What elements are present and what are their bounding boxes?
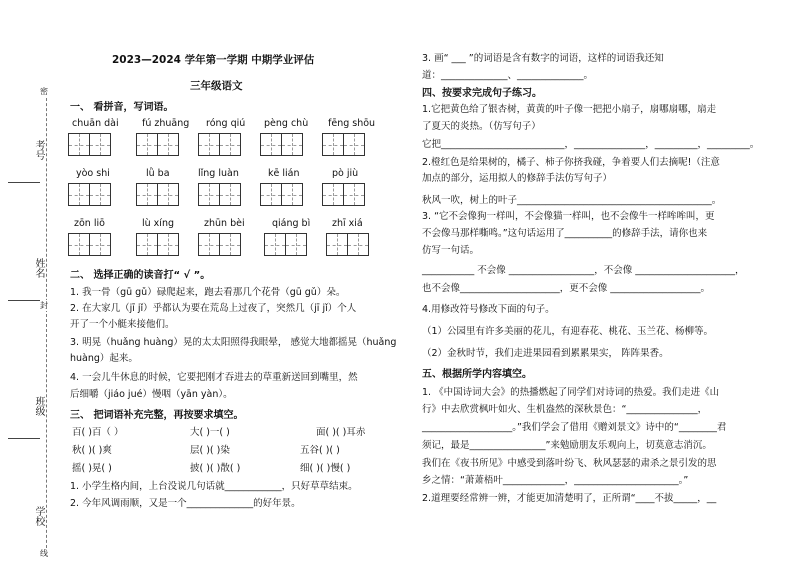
s5-1-line6[interactable]: 乡之情：“萧萧梧叶_____________，______________________。” [422,475,689,486]
pinyin-lingluan: lǐng luàn [198,168,239,179]
writing-boxes-row2[interactable] [198,183,240,206]
idiom-blank[interactable]: 面( )( )耳赤 [316,427,366,438]
name-line [8,300,40,301]
char-box[interactable] [260,133,282,156]
writing-boxes-row3[interactable] [326,233,368,256]
pinyin-pengchu: pèng chù [264,118,309,129]
pinyin-zhunbei: zhūn bèi [204,218,245,229]
char-box[interactable] [264,233,286,256]
pinyin-yaoshi: yòo shi [76,168,110,179]
char-box[interactable] [219,233,241,256]
binding-line [46,88,47,558]
char-box[interactable] [136,183,158,206]
pinyin-chuandai: chuān dài [72,118,119,129]
writing-boxes-row1[interactable] [322,133,364,156]
pinyin-kelian: kē lián [268,168,300,179]
writing-boxes-row1[interactable] [68,133,110,156]
char-box[interactable] [198,183,220,206]
char-box[interactable] [281,133,303,156]
pinyin-pojiu: pò jiù [332,168,359,179]
s5-1-line4[interactable]: 须记，最是________________”来勉励朋友乐观向上，切莫意志消沉。 [422,440,712,451]
student-id-label: 考号 [33,140,44,160]
q3-line1: 3. 画“ ___ ”的词语是含有数字的词语，这样的词语我还知 [422,53,664,64]
char-box[interactable] [322,183,344,206]
char-box[interactable] [68,133,90,156]
section2-line: 2. 在大家几（jī jǐ）乎都认为要在荒岛上过夜了，突然几（jī jǐ）个人 [70,303,357,314]
idiom-blank[interactable]: 披( )( )散( ) [190,463,241,474]
pinyin-zhixia: zhī xiá [332,218,363,229]
char-box[interactable] [157,133,179,156]
exam-title: 2023—2024 学年第一学期 中期学业评估 [112,54,315,66]
s5-1-line5: 我们在《夜书所见》中感受到落叶纷飞、秋风瑟瑟的肃杀之景引发的思 [422,458,717,469]
s4-4-heading: 4.用修改符号修改下面的句子。 [422,304,555,315]
s4-2-line1: 2.橙红色是给果树的，橘子、柿子你挤我碰，争着要人们去摘呢!（注意 [422,157,720,168]
name-label: 姓名 [33,258,44,278]
char-box[interactable] [347,233,369,256]
pinyin-qiangbi: qiáng bì [272,218,311,229]
char-box[interactable] [285,233,307,256]
writing-boxes-row3[interactable] [198,233,240,256]
idiom-blank[interactable]: 百( )百（ ） [72,427,124,438]
char-box[interactable] [326,233,348,256]
s4-2-answer[interactable]: 秋风一吹，树上的叶子_________________________________________。 [422,195,722,206]
char-box[interactable] [89,183,111,206]
writing-boxes-row3[interactable] [68,233,110,256]
section2-line: 4. 一会儿牛休息的时候，它要把刚才吞进去的草重新送回到嘴里，然 [70,372,358,383]
char-box[interactable] [68,183,90,206]
s4-3-line2[interactable]: 不会像马那样嘶鸣。”这句话运用了__________的修辞手法，请你也来 [422,228,708,239]
char-box[interactable] [198,233,220,256]
pinyin-rongqiu: róng qiú [206,118,246,129]
section2-line: 开了一个小艇来接他们。 [70,319,175,330]
section3-q2[interactable]: 2. 今年风调雨顺，又是一个______________的好年景。 [70,498,301,509]
school-label: 学校 [33,506,44,526]
idiom-blank[interactable]: 层( )( )染 [190,445,230,456]
char-box[interactable] [89,133,111,156]
s4-3-line3: 仿写一句话。 [422,245,480,256]
writing-boxes-row1[interactable] [260,133,302,156]
s4-3-answer2[interactable]: 也不会像_____________________，更不会像 ___________________。 [422,283,711,294]
char-box[interactable] [219,183,241,206]
s5-1-line1: 1. 《中国诗词大会》的热播燃起了同学们对诗词的热爱。我们走进《山 [422,387,720,398]
q3-line2[interactable]: 道：______________、______________。 [422,70,594,81]
char-box[interactable] [281,183,303,206]
section3-heading: 三、 把词语补充完整，再按要求填空。 [70,410,244,421]
section2-heading: 二、 选择正确的读音打“ √ ”。 [70,270,211,281]
char-box[interactable] [157,183,179,206]
s4-2-line2: 加点的部分，运用拟人的修辞手法仿写句子） [422,173,613,184]
student-id-line [8,182,40,183]
writing-boxes-row2[interactable] [322,183,364,206]
writing-boxes-row2[interactable] [136,183,178,206]
pinyin-fengshou: fēng shōu [328,118,376,129]
char-box[interactable] [343,183,365,206]
s4-1-line2: 了夏天的炎热。（仿写句子） [422,121,541,132]
char-box[interactable] [136,233,158,256]
pinyin-luxing: lù xíng [142,218,174,229]
char-box[interactable] [322,133,344,156]
s4-1-line1: 1.它把黄色给了银杏树，黄黄的叶子像一把把小扇子，扇哪扇哪，扇走 [422,104,717,115]
s4-4-sentence1[interactable]: （1）公园里有许多美丽的花儿，有迎春花、桃花、玉兰花、杨柳等。 [422,326,714,337]
seal-char-xian: 线 [40,549,48,558]
idiom-blank[interactable]: 细( )( )慢( ) [300,463,351,474]
seal-char-mi: 密 [40,87,48,96]
s4-1-answer[interactable]: 它把__________________________，_______________，_________，_________。 [422,139,760,150]
writing-boxes-row1[interactable] [198,133,240,156]
section3-q1[interactable]: 1. 小学生格内间，上台没说几句话就____________，只好草草结束。 [70,481,358,492]
s5-1-line3[interactable]: ___________________。”我们学会了借用《赠刘景文》诗中的“________君 [422,422,727,433]
section2-line: 1. 我一骨（gū gǔ）碌爬起来，跑去看那几个花骨（gū gǔ）朵。 [70,287,346,298]
idiom-blank[interactable]: 五谷( )( ) [300,445,340,456]
section5-heading: 五、根据所学内容填空。 [422,369,532,380]
char-box[interactable] [260,183,282,206]
pinyin-fuzhuang: fú zhuāng [142,118,190,129]
writing-boxes-row3[interactable] [136,233,178,256]
class-line [8,438,40,439]
writing-boxes-row3[interactable] [264,233,306,256]
char-box[interactable] [89,233,111,256]
idiom-blank[interactable]: 秋( )( )爽 [72,445,112,456]
s5-2-line1[interactable]: 2.道理要经常辨一辨，才能更加清楚明了，正所谓“____不拔_____，__ [422,493,717,504]
char-box[interactable] [198,133,220,156]
char-box[interactable] [68,233,90,256]
idiom-blank[interactable]: 大( )一( ) [190,427,230,438]
section4-heading: 四、按要求完成句子练习。 [422,88,542,99]
section2-line: huàng）起来。 [70,353,138,364]
writing-boxes-row2[interactable] [260,183,302,206]
section2-line: 3. 明晃（huǎng huàng）晃的太太阳照得我眼晕， 感觉大地都摇晃（huǎng [70,337,397,348]
writing-boxes-row1[interactable] [136,133,178,156]
s5-1-line2[interactable]: 行》中去欣赏枫叶如火、生机盎然的深秋景色：“_______________， [422,404,708,415]
seal-char-feng: 封 [40,301,48,310]
section1-heading: 一、 看拼音，写词语。 [70,102,174,113]
writing-boxes-row2[interactable] [68,183,110,206]
pinyin-lvba: lǜ ba [146,168,170,179]
pinyin-zonlio: zōn liō [74,218,105,229]
char-box[interactable] [136,133,158,156]
class-label: 班级 [33,396,44,416]
idiom-blank[interactable]: 摇( )晃( ) [72,463,112,474]
section2-line: 后细嚼（jiáo jué）慢咽（yān yàn）。 [70,389,233,400]
char-box[interactable] [157,233,179,256]
exam-subject: 三年级语文 [190,80,243,92]
char-box[interactable] [219,133,241,156]
s4-3-line1: 3. “它不会像狗一样叫，不会像猫一样叫，也不会像牛一样哞哞叫，更 [422,211,715,222]
s4-3-answer1[interactable]: ___________ 不会像 __________________，不会像 _____________________， [422,265,745,276]
s4-4-sentence2[interactable]: （2）金秋时节，我们走进果园看到累累果实， 阵阵果香。 [422,348,669,359]
char-box[interactable] [343,133,365,156]
